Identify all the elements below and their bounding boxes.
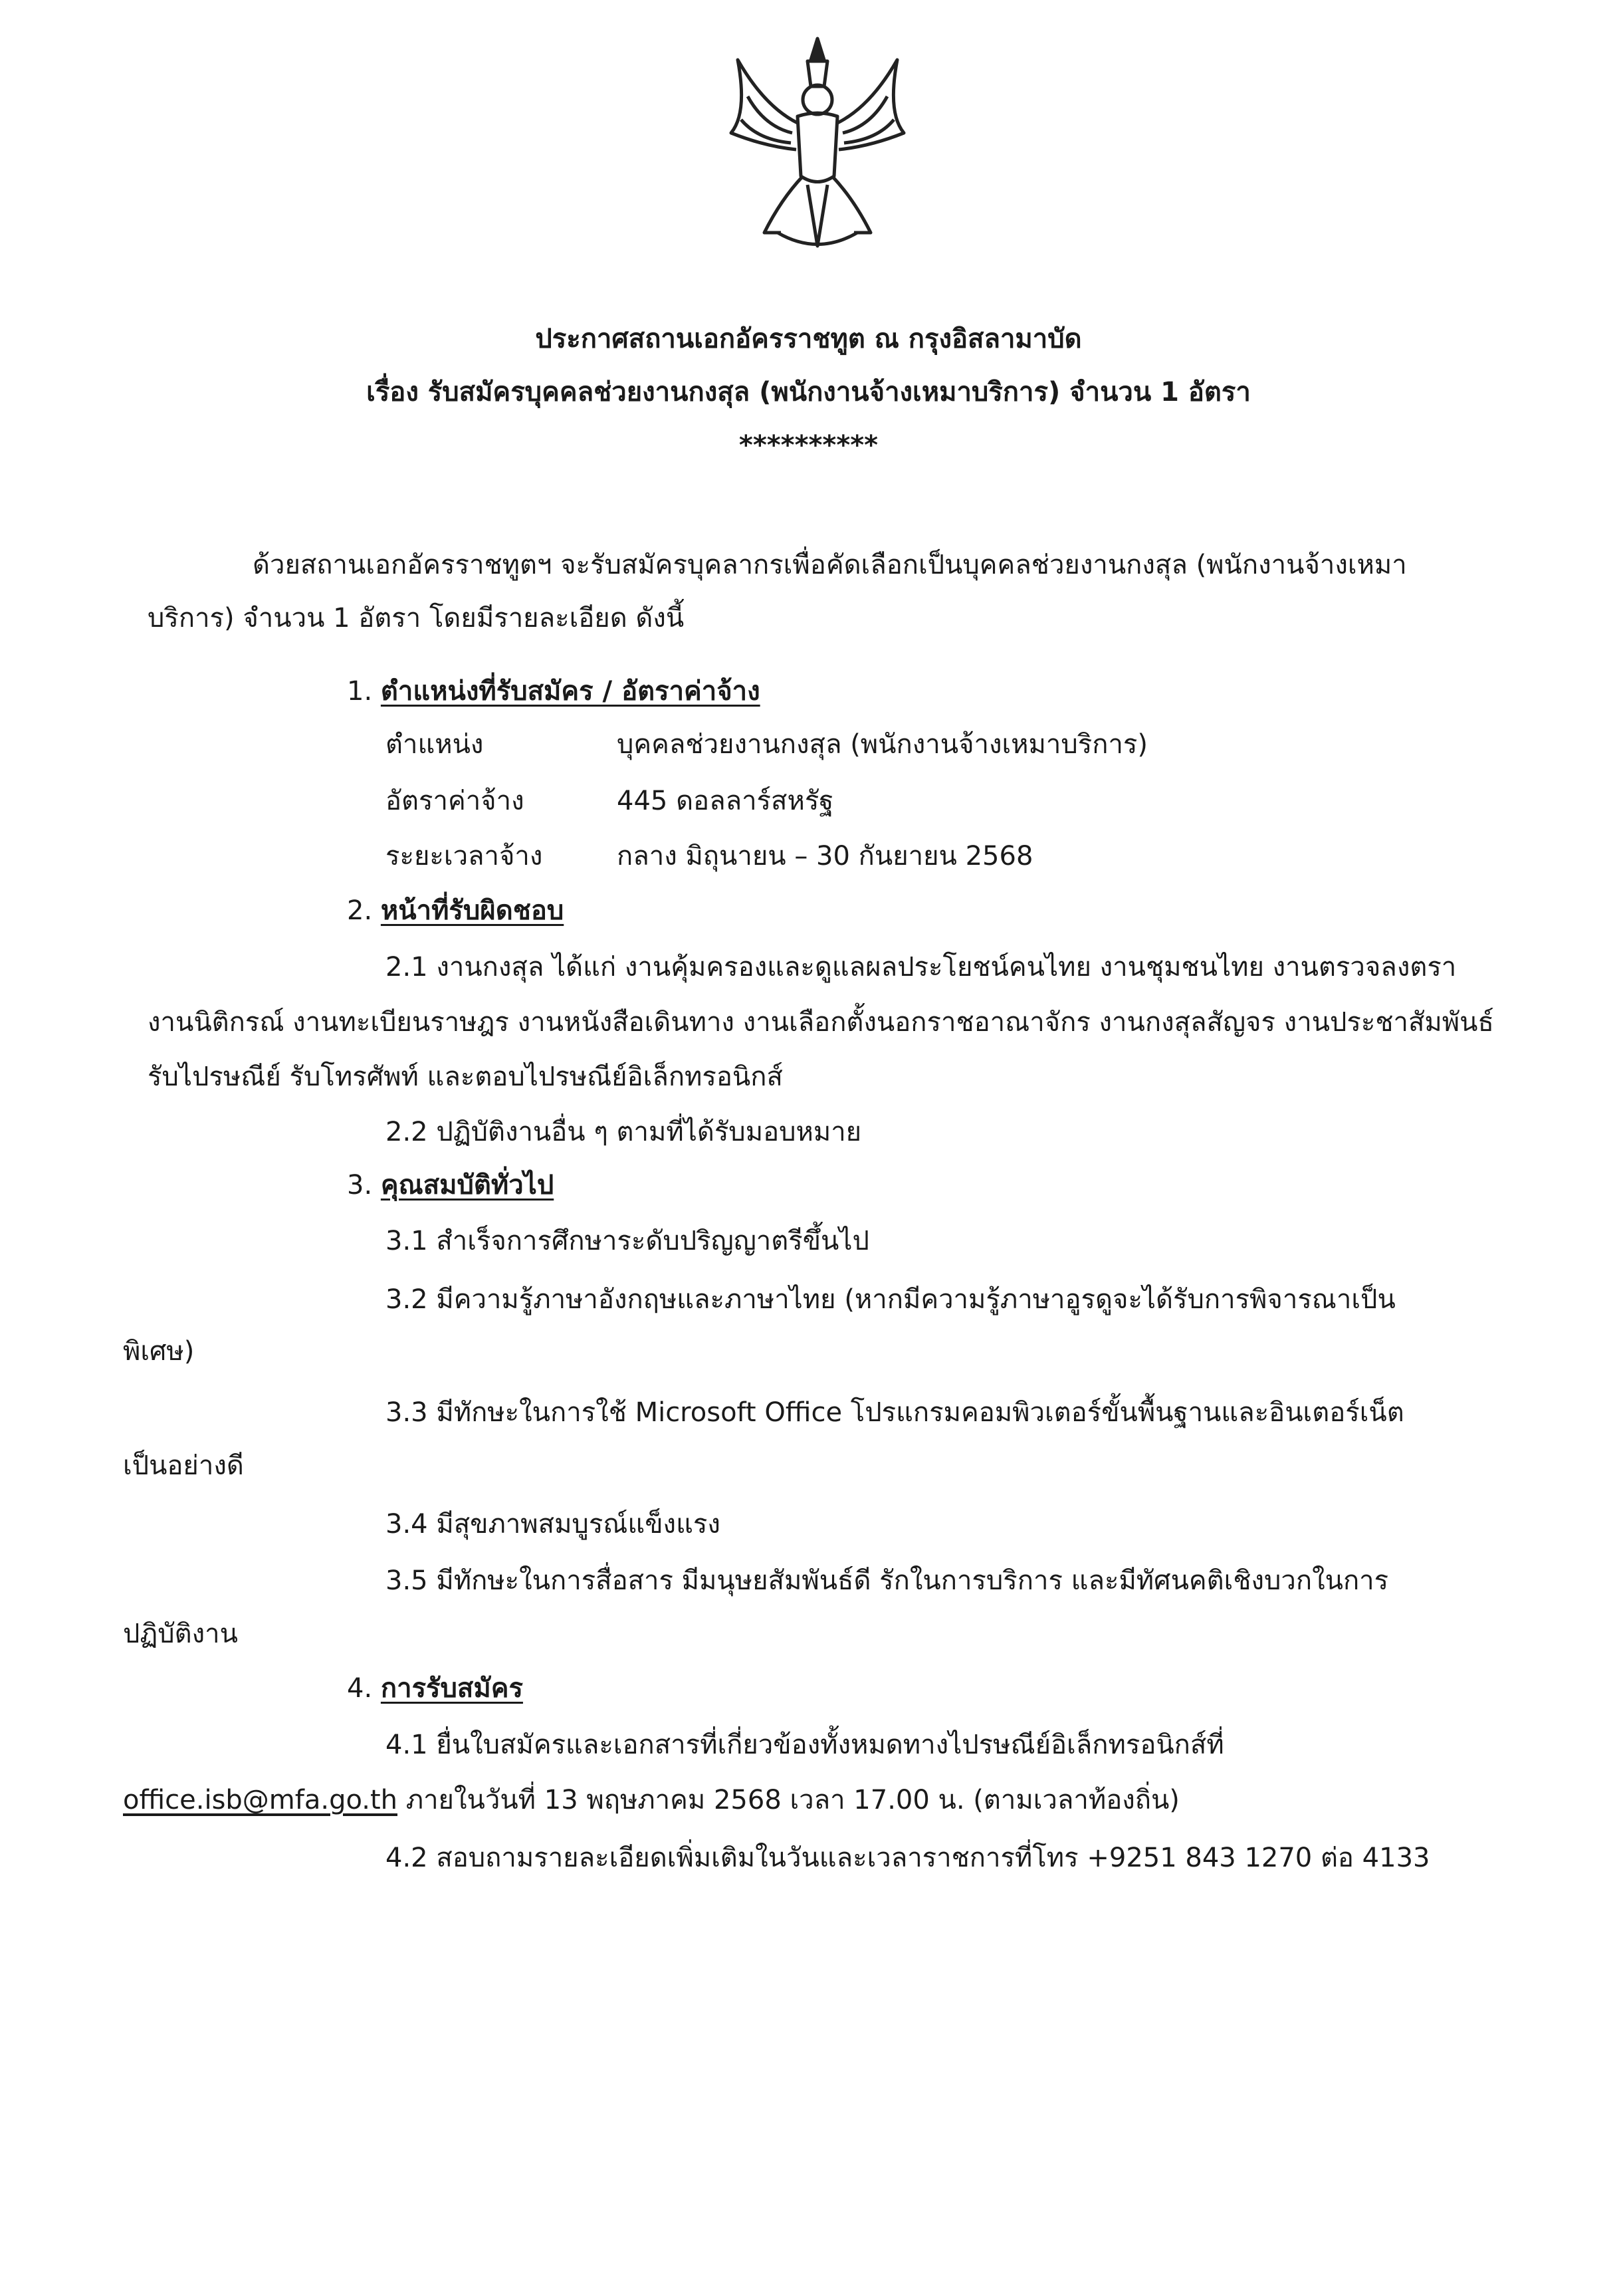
item-3-4: 3.4 มีสุขภาพสมบูรณ์แข็งแรง <box>385 1509 720 1540</box>
item-3-5-line-2: ปฏิบัติงาน <box>123 1619 238 1649</box>
announcement-title: ประกาศสถานเอกอัครราชทูต ณ กรุงอิสลามาบัด <box>535 324 1082 354</box>
item-3-5-line-1: 3.5 มีทักษะในการสื่อสาร มีมนุษยสัมพันธ์ดี รักในการบริการ และมีทัศนคติเชิงบวกในการ <box>385 1565 1389 1596</box>
section-2-heading <box>347 897 564 924</box>
item-2-1-line-1: 2.1 งานกงสุล ได้แก่ งานคุ้มครองและดูแลผลประโยชน์คนไทย งานชุมชนไทย งานตรวจลงตรา <box>385 952 1457 982</box>
item-4-1-line-2 <box>123 1787 1180 1813</box>
section-4-heading <box>347 1675 523 1702</box>
position-value: บุคคลช่วยงานกงสุล (พนักงานจ้างเหมาบริการ) <box>617 729 1148 760</box>
item-4-1-line-1: 4.1 ยื่นใบสมัครและเอกสารที่เกี่ยวข้องทั้งหมดทางไปรษณีย์อิเล็กทรอนิกส์ที่ <box>385 1730 1224 1760</box>
section-1-heading <box>347 678 760 705</box>
intro-line-2: บริการ) จำนวน 1 อัตรา โดยมีรายละเอียด ดังนี้ <box>148 603 685 633</box>
section-4-number: 4. <box>347 1673 373 1704</box>
item-3-2-line-1: 3.2 มีความรู้ภาษาอังกฤษและภาษาไทย (หากมีความรู้ภาษาอูรดูจะได้รับการพิจารณาเป็น <box>385 1284 1396 1315</box>
section-2-title: หน้าที่รับผิดชอบ <box>380 895 564 926</box>
item-3-3-line-1: 3.3 มีทักษะในการใช้ Microsoft Office โปรแกรมคอมพิวเตอร์ขั้นพื้นฐานและอินเตอร์เน็ต <box>385 1397 1404 1428</box>
garuda-emblem-icon <box>718 33 917 259</box>
header-divider: ********** <box>738 430 879 461</box>
position-label: ตำแหน่ง <box>385 729 484 760</box>
duration-value: กลาง มิถุนายน – 30 กันยายน 2568 <box>617 841 1033 871</box>
section-3-heading <box>347 1172 554 1199</box>
wage-value: 445 ดอลลาร์สหรัฐ <box>617 786 834 816</box>
email-link[interactable]: office.isb@mfa.go.th <box>123 1785 397 1815</box>
item-2-1-line-3: รับไปรษณีย์ รับโทรศัพท์ และตอบไปรษณีย์อิเล็กทรอนิกส์ <box>148 1062 783 1092</box>
intro-line-1: ด้วยสถานเอกอัครราชทูตฯ จะรับสมัครบุคลากรเพื่อคัดเลือกเป็นบุคคลช่วยงานกงสุล (พนักงานจ้างเหมา <box>253 550 1407 580</box>
item-2-2: 2.2 ปฏิบัติงานอื่น ๆ ตามที่ได้รับมอบหมาย <box>385 1117 862 1147</box>
item-4-1-deadline: ภายในวันที่ 13 พฤษภาคม 2568 เวลา 17.00 น. (ตามเวลาท้องถิ่น) <box>397 1785 1180 1815</box>
item-3-1: 3.1 สำเร็จการศึกษาระดับปริญญาตรีขึ้นไป <box>385 1226 869 1256</box>
section-1-title: ตำแหน่งที่รับสมัคร / อัตราค่าจ้าง <box>380 676 760 707</box>
duration-label: ระยะเวลาจ้าง <box>385 841 543 871</box>
section-3-title: คุณสมบัติทั่วไป <box>380 1170 554 1201</box>
item-3-3-line-2: เป็นอย่างดี <box>123 1450 244 1481</box>
section-2-number: 2. <box>347 895 373 926</box>
wage-label: อัตราค่าจ้าง <box>385 786 524 816</box>
section-3-number: 3. <box>347 1170 373 1201</box>
section-4-title: การรับสมัคร <box>380 1673 523 1704</box>
section-1-number: 1. <box>347 676 373 707</box>
item-4-2: 4.2 สอบถามรายละเอียดเพิ่มเติมในวันและเวลาราชการที่โทร +9251 843 1270 ต่อ 4133 <box>385 1843 1430 1873</box>
announcement-subject: เรื่อง รับสมัครบุคคลช่วยงานกงสุล (พนักงานจ้างเหมาบริการ) จำนวน 1 อัตรา <box>366 377 1251 407</box>
item-3-2-line-2: พิเศษ) <box>123 1336 195 1367</box>
item-2-1-line-2: งานนิติกรณ์ งานทะเบียนราษฎร งานหนังสือเดินทาง งานเลือกตั้งนอกราชอาณาจักร งานกงสุลสัญจร งานประชาสัมพันธ์ <box>148 1007 1494 1038</box>
